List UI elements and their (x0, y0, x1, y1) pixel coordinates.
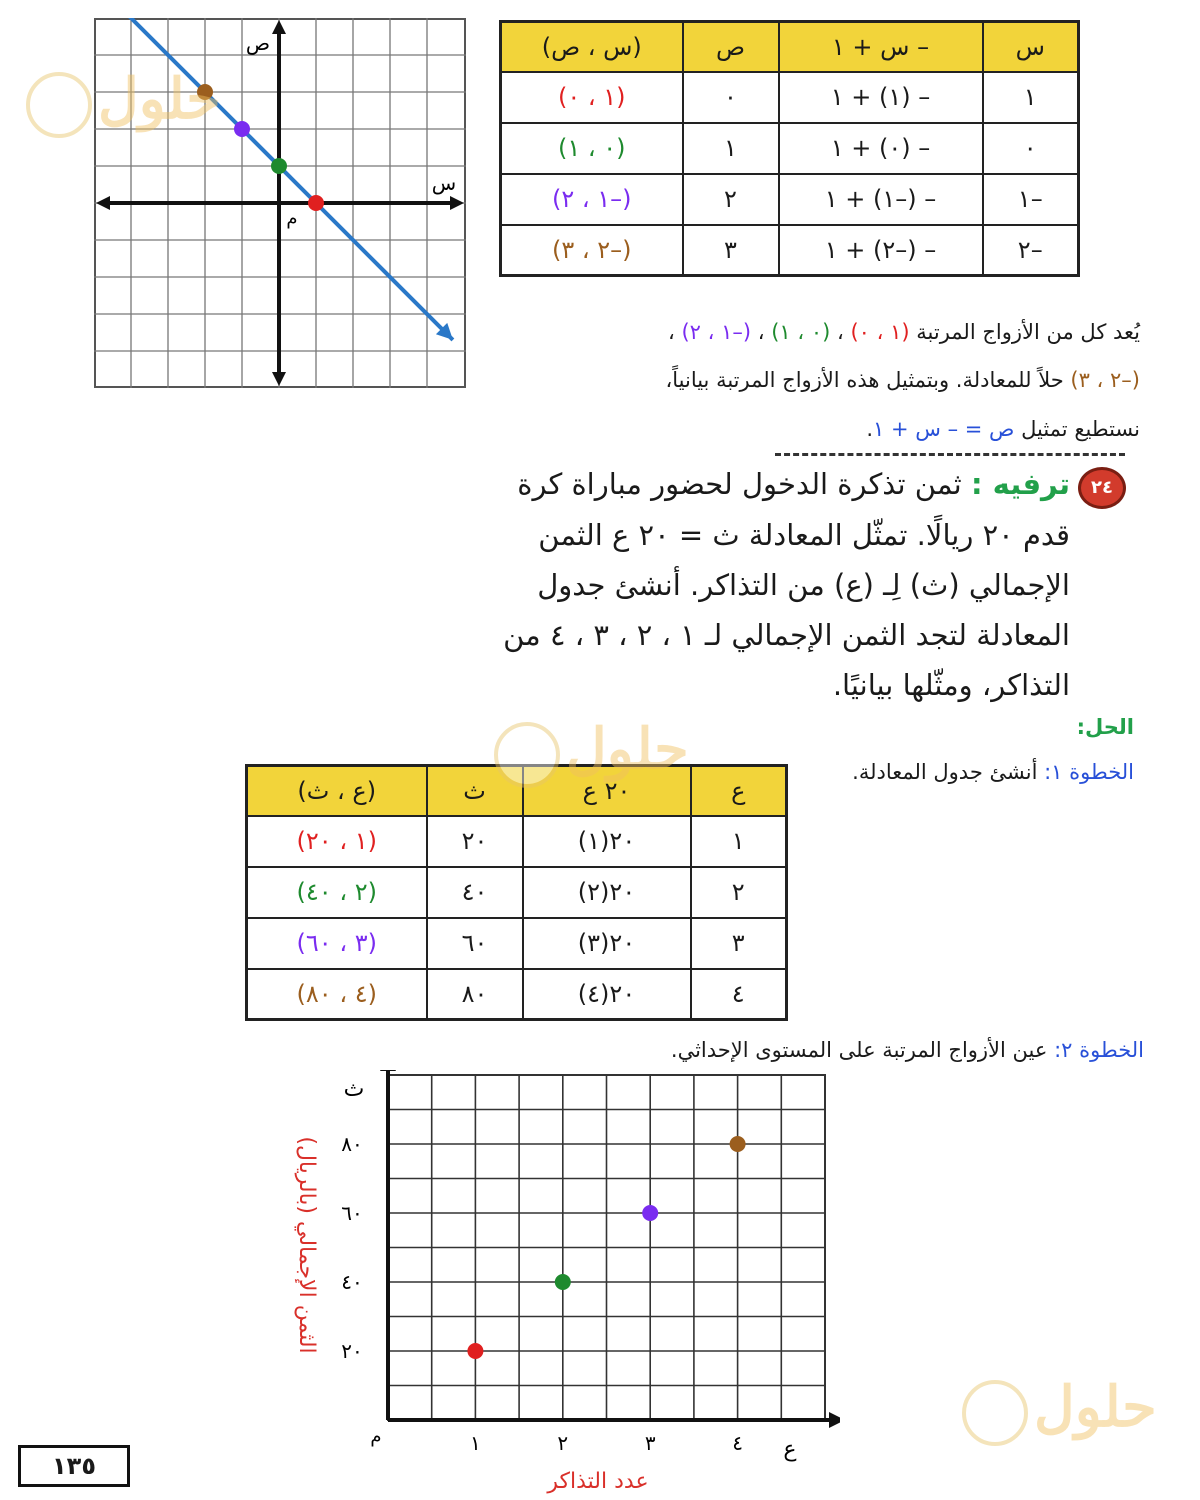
table1-header: ص (683, 22, 779, 72)
table-row (501, 174, 1079, 225)
separator: ، (667, 320, 675, 344)
table-cell: – (٠) + ١ (779, 123, 983, 174)
table1-header: (س ، ص) (501, 22, 683, 72)
table-cell: ٠ (683, 72, 779, 123)
problem-number-badge (1078, 467, 1126, 509)
x-tick-label: ٣ (644, 1431, 656, 1455)
table-row (247, 816, 787, 867)
ordered-pair: (٠ ، ١) (771, 320, 831, 344)
watermark-text: حلول (98, 66, 221, 132)
y-tick-label: ٦٠ (341, 1201, 363, 1225)
table-cell: ٢ (691, 867, 787, 918)
table-cell: ١ (983, 72, 1079, 123)
x-axis-arrow (829, 1412, 840, 1428)
values-table-1 (499, 20, 1080, 277)
table-cell: ٢٠(٤) (523, 969, 691, 1020)
data-point (730, 1136, 746, 1152)
table2-header: ع (691, 766, 787, 816)
page-number-box (18, 1445, 130, 1487)
values-table-2 (245, 764, 788, 1021)
table-cell: ٤٠ (427, 867, 523, 918)
equation: ص = – س + ١ (873, 417, 1015, 441)
origin-label: م (370, 1426, 382, 1447)
ordered-pair: (–٢ ، ٣) (1070, 368, 1140, 392)
table-cell: (–١ ، ٢) (501, 174, 683, 225)
table-cell: ٦٠ (427, 918, 523, 969)
paragraph-text: . (866, 417, 874, 441)
table-cell: (٣ ، ٦٠) (247, 918, 427, 969)
watermark-text: حلول (566, 716, 689, 782)
x-axis-label: عدد التذاكر (547, 1469, 649, 1494)
graph-point (308, 195, 324, 211)
watermark-emblem (26, 72, 92, 138)
y-axis-label: الثمن الإجمالي (بالريال) (294, 1136, 319, 1354)
graph-point (271, 158, 287, 174)
data-point (467, 1343, 483, 1359)
ordered-pair: (–١ ، ٢) (681, 320, 752, 344)
table-cell: (١ ، ٠) (501, 72, 683, 123)
problem-number: ٢٤ (1091, 477, 1113, 498)
problem-line-2: قدم ٢٠ ريالًا. تمثّل المعادلة ث = ٢٠ ع الثمن (538, 518, 1070, 552)
problem-line-4: المعادلة لتجد الثمن الإجمالي لـ ١ ، ٢ ، ٣ ، ٤ من (503, 618, 1070, 652)
watermark-logo (962, 1374, 1182, 1450)
table-row (501, 225, 1079, 276)
data-point (642, 1205, 658, 1221)
table-cell: (٢ ، ٤٠) (247, 867, 427, 918)
step-2 (671, 1038, 1144, 1062)
separator: ، (757, 320, 765, 344)
y-axis-label: ص (245, 31, 271, 55)
x-tick-label: ٤ (732, 1431, 743, 1455)
x-axis-arrow (96, 196, 110, 210)
x-axis-letter: ع (783, 1437, 797, 1462)
watermark-emblem (494, 722, 560, 788)
table-cell: (٤ ، ٨٠) (247, 969, 427, 1020)
table-cell: ٢٠(٣) (523, 918, 691, 969)
data-point (555, 1274, 571, 1290)
table-cell: – (–١) + ١ (779, 174, 983, 225)
paragraph-line-1 (668, 320, 1140, 344)
y-axis-arrow (272, 20, 286, 34)
watermark-emblem (962, 1380, 1028, 1446)
watermark-logo (494, 716, 714, 792)
x-tick-label: ٢ (557, 1431, 569, 1455)
step-label: الخطوة ١: (1044, 760, 1134, 784)
problem-line-3: الإجمالي (ث) لِـ (ع) من التذاكر. أنشئ جدول (537, 568, 1070, 602)
y-axis-arrow (272, 372, 286, 386)
table-cell: ٣ (691, 918, 787, 969)
watermark-text: حلول (1034, 1374, 1157, 1440)
y-axis-arrow (380, 1070, 396, 1071)
y-axis-letter: ث (343, 1077, 365, 1102)
table-cell: ٣ (683, 225, 779, 276)
paragraph-text: نستطيع تمثيل (1021, 417, 1140, 441)
paragraph-text: يُعد كل من الأزواج المرتبة (916, 320, 1140, 344)
paragraph-line-3 (866, 417, 1140, 441)
table1-header: س (983, 22, 1079, 72)
table-cell: ٢٠(١) (523, 816, 691, 867)
paragraph-text: حلاً للمعادلة. وبتمثيل هذه الأزواج المرتبة بيانياً، (665, 368, 1064, 392)
table-cell: ٢ (683, 174, 779, 225)
table-cell: ٤ (691, 969, 787, 1020)
ordered-pair: (١ ، ٠) (850, 320, 910, 344)
table-cell: ١ (691, 816, 787, 867)
y-tick-label: ٤٠ (341, 1270, 363, 1294)
step-label: الخطوة ٢: (1054, 1038, 1144, 1062)
tickets-price-chart (270, 1070, 840, 1500)
page-number: ١٣٥ (52, 1452, 96, 1480)
table-cell: (٠ ، ١) (501, 123, 683, 174)
step-1 (852, 760, 1134, 784)
x-axis-arrow (450, 196, 464, 210)
watermark-logo (26, 66, 246, 142)
y-tick-label: ٨٠ (341, 1132, 363, 1156)
problem-text: ثمن تذكرة الدخول لحضور مباراة كرة (517, 467, 962, 501)
step-text: أنشئ جدول المعادلة. (852, 760, 1038, 784)
table1-header: – س + ١ (779, 22, 983, 72)
table-row (247, 867, 787, 918)
x-axis-label: س (431, 171, 457, 195)
table-cell: –١ (983, 174, 1079, 225)
table-cell: ٢٠ (427, 816, 523, 867)
table-cell: – (١) + ١ (779, 72, 983, 123)
table-cell: –٢ (983, 225, 1079, 276)
x-tick-label: ١ (470, 1431, 481, 1455)
table-cell: – (–٢) + ١ (779, 225, 983, 276)
problem-line-5: التذاكر، ومثّلها بيانيًا. (832, 668, 1070, 702)
table-row (247, 918, 787, 969)
table-cell: (١ ، ٢٠) (247, 816, 427, 867)
table-cell: ٨٠ (427, 969, 523, 1020)
table2-header: ث (427, 766, 523, 816)
table-row (501, 123, 1079, 174)
table2-header: (ع ، ث) (247, 766, 427, 816)
table2-header: ٢٠ ع (523, 766, 691, 816)
problem-line-1 (517, 467, 1070, 501)
solution-label: الحل: (1076, 715, 1134, 739)
origin-label: م (286, 208, 298, 229)
table-cell: ١ (683, 123, 779, 174)
paragraph-line-2 (665, 368, 1140, 392)
table-cell: ٢٠(٢) (523, 867, 691, 918)
step-text: عين الأزواج المرتبة على المستوى الإحداثي. (670, 1038, 1048, 1062)
dashed-divider (775, 453, 1125, 456)
table-row (247, 969, 787, 1020)
y-tick-label: ٢٠ (341, 1339, 363, 1363)
table-cell: ٠ (983, 123, 1079, 174)
table-row (501, 72, 1079, 123)
separator: ، (837, 320, 844, 344)
problem-topic: ترفيه : (970, 467, 1070, 501)
table-cell: (–٢ ، ٣) (501, 225, 683, 276)
